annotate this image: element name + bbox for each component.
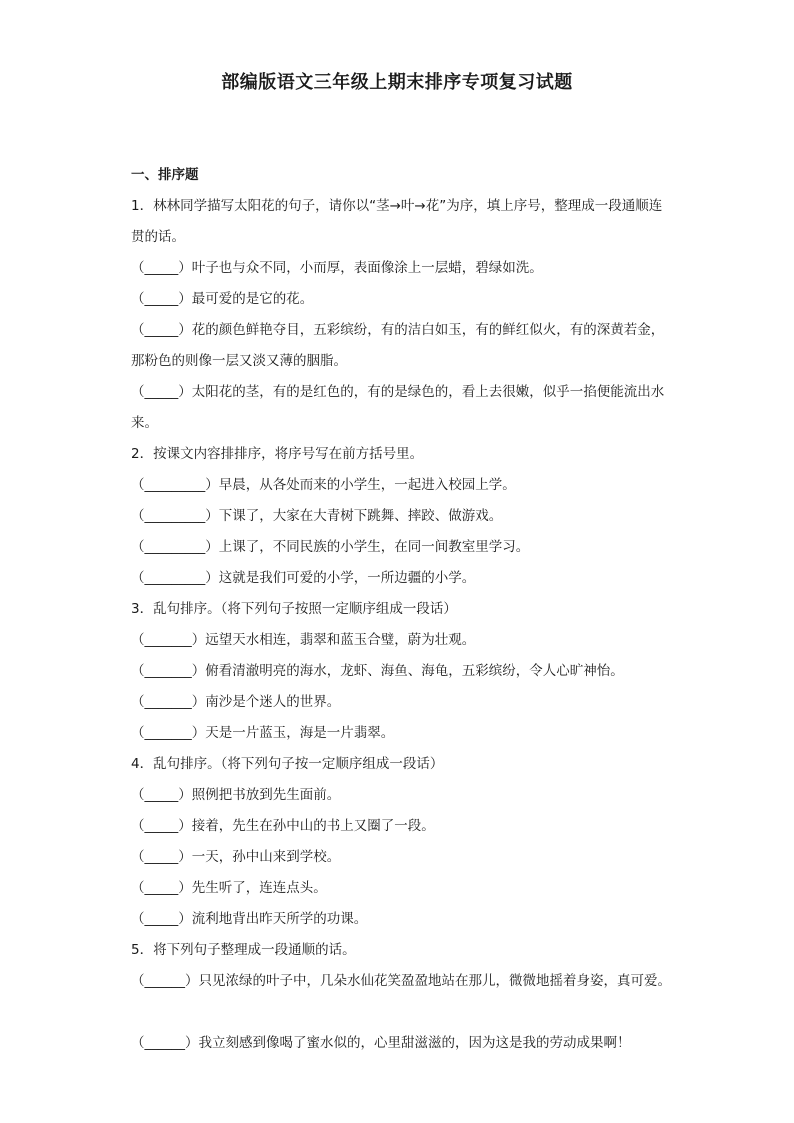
question-prompt: 4．乱句排序。（将下列句子按一定顺序组成一段话） — [131, 756, 444, 772]
question-item: （_____）先生听了，连连点头。 — [131, 880, 327, 896]
content-body — [131, 160, 671, 1059]
question-prompt: 1．林林同学描写太阳花的句子，请你以“茎→叶→花”为序，填上序号，整理成一段通顺连贯的话。 — [131, 198, 663, 245]
page-title: 部编版语文三年级上期末排序专项复习试题 — [221, 72, 573, 93]
question-item: （______）我立刻感到像喝了蜜水似的，心里甜滋滋的，因为这是我的劳动成果啊！ — [131, 1035, 631, 1051]
question-prompt: 2．按课文内容排排序，将序号写在前方括号里。 — [131, 446, 424, 462]
section-heading: 一、排序题 — [131, 167, 199, 183]
question-item: （_____）一天，孙中山来到学校。 — [131, 849, 341, 865]
question-item: （_____）花的颜色鲜艳夺目，五彩缤纷，有的洁白如玉，有的鲜红似火，有的深黄若金，那粉色的则像一层又淡又薄的胭脂。 — [131, 322, 665, 369]
question-item: （_______）天是一片蓝玉，海是一片翡翠。 — [131, 725, 395, 741]
question-prompt: 5．将下列句子整理成一段通顺的话。 — [131, 942, 356, 958]
question-item: （_______）俯看清澈明亮的海水，龙虾、海鱼、海龟，五彩缤纷，令人心旷神怡。 — [131, 663, 624, 679]
question-item: （_____）叶子也与众不同，小而厚，表面像涂上一层蜡，碧绿如洗。 — [131, 260, 543, 276]
question-item: （______）只见浓绿的叶子中，几朵水仙花笑盈盈地站在那儿，微微地摇着身姿，真可爱。 — [131, 973, 671, 989]
question-item: （_____）照例把书放到先生面前。 — [131, 787, 341, 803]
question-item: （_____）最可爱的是它的花。 — [131, 291, 314, 307]
question-item: （_________）下课了，大家在大青树下跳舞、摔跤、做游戏。 — [131, 508, 503, 524]
question-item: （_________）这就是我们可爱的小学，一所边疆的小学。 — [131, 570, 476, 586]
question-item: （_________）上课了，不同民族的小学生，在同一间教室里学习。 — [131, 539, 530, 555]
question-item: （_____）太阳花的茎，有的是红色的，有的是绿色的，看上去很嫩，似乎一掐便能流出水来。 — [131, 384, 665, 431]
question-item: （_____）接着，先生在孙中山的书上又圈了一段。 — [131, 818, 435, 834]
question-item: （_________）早晨，从各处而来的小学生，一起进入校园上学。 — [131, 477, 516, 493]
question-prompt: 3．乱句排序。（将下列句子按照一定顺序组成一段话） — [131, 601, 457, 617]
question-item: （_____）流利地背出昨天所学的功课。 — [131, 911, 368, 927]
question-item: （_______）南沙是个迷人的世界。 — [131, 694, 341, 710]
question-item: （_______）远望天水相连，翡翠和蓝玉合璧，蔚为壮观。 — [131, 632, 476, 648]
